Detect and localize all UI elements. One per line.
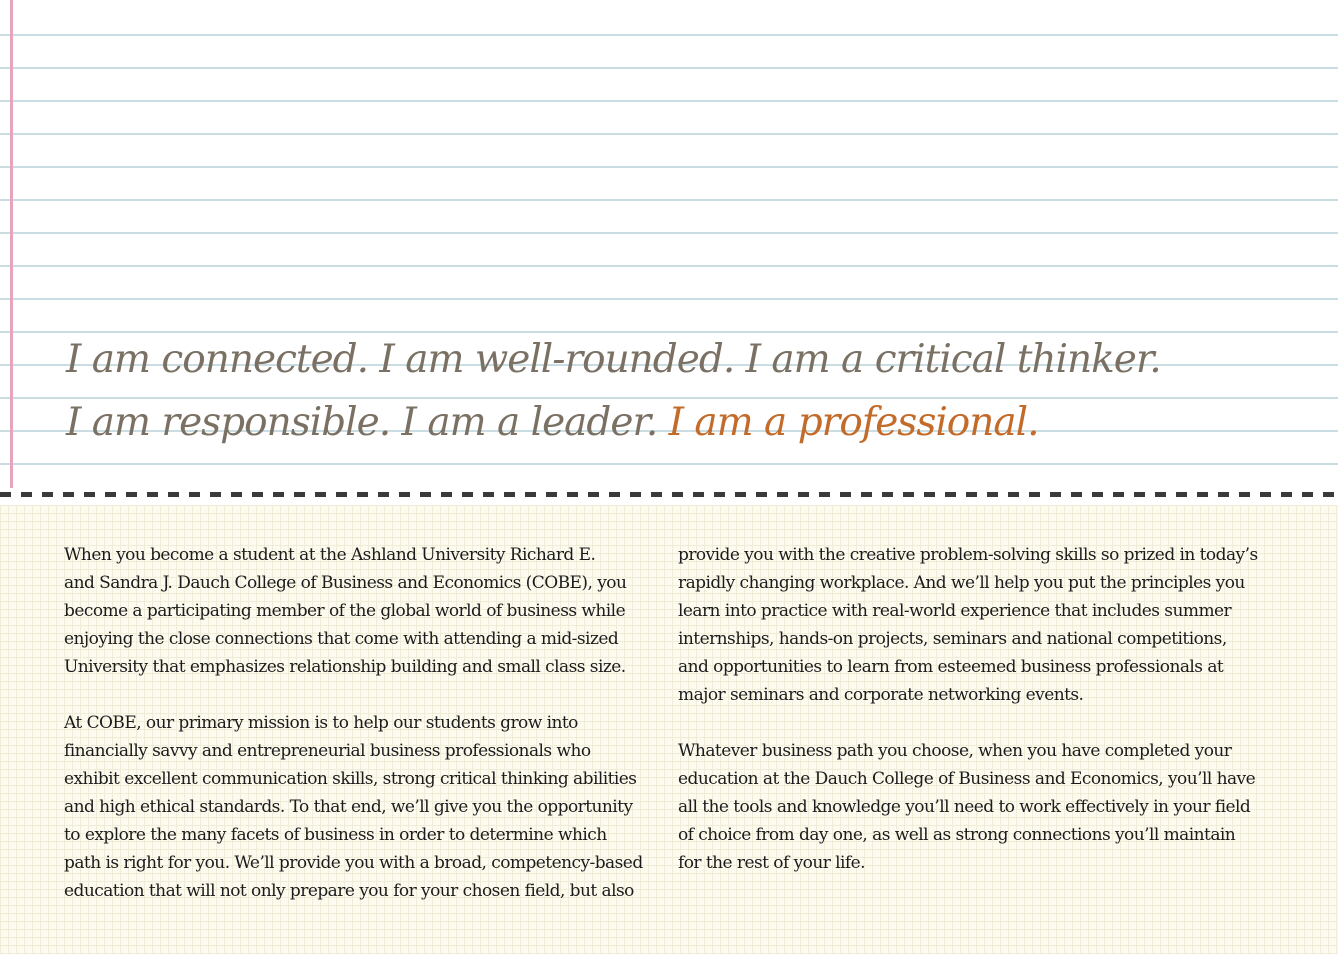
text-line: rapidly changing workplace. And we’ll help you put the principles you [678, 573, 1245, 593]
text-line: education at the Dauch College of Business and Economics, you’ll have [678, 769, 1256, 789]
text-line: and high ethical standards. To that end, we’ll give you the opportunity [64, 797, 633, 817]
text-line: for the rest of your life. [678, 853, 866, 873]
text-line: internships, hands-on projects, seminars and national competitions, [678, 629, 1227, 649]
body-column-right [678, 541, 1288, 905]
paragraph [64, 709, 664, 905]
text-line: to explore the many facets of business in order to determine which [64, 825, 607, 845]
notebook-margin-line [10, 0, 13, 488]
perforated-tear-line [0, 492, 1338, 497]
body-column-left [64, 541, 664, 933]
text-line: enjoying the close connections that come with attending a mid-sized [64, 629, 619, 649]
tagline-line-1: I am connected. I am well-rounded. I am a critical thinker. [66, 337, 1161, 382]
text-line: Whatever business path you choose, when you have completed your [678, 741, 1232, 761]
text-line: education that will not only prepare you for your chosen field, but also [64, 881, 634, 901]
tagline-highlight: I am a professional. [668, 400, 1039, 445]
paragraph [64, 541, 664, 681]
tagline-line-2 [66, 391, 1316, 454]
text-line: become a participating member of the global world of business while [64, 601, 626, 621]
text-line: path is right for you. We’ll provide you with a broad, competency-based [64, 853, 643, 873]
text-line: At COBE, our primary mission is to help our students grow into [64, 713, 578, 733]
text-line: learn into practice with real-world experience that includes summer [678, 601, 1232, 621]
paragraph [678, 541, 1288, 709]
text-line: When you become a student at the Ashland University Richard E. [64, 545, 596, 565]
tagline-line-2-start: I am responsible. I am a leader. [66, 400, 669, 445]
text-line: University that emphasizes relationship building and small class size. [64, 657, 626, 677]
text-line: all the tools and knowledge you’ll need to work effectively in your field [678, 797, 1251, 817]
text-line: provide you with the creative problem-solving skills so prized in today’s [678, 545, 1258, 565]
handwritten-tagline [66, 328, 1316, 454]
text-line: exhibit excellent communication skills, strong critical thinking abilities [64, 769, 637, 789]
text-line: and Sandra J. Dauch College of Business and Economics (COBE), you [64, 573, 627, 593]
text-line: and opportunities to learn from esteemed business professionals at [678, 657, 1224, 677]
paragraph [678, 737, 1288, 877]
text-line: major seminars and corporate networking events. [678, 685, 1084, 705]
text-line: of choice from day one, as well as strong connections you’ll maintain [678, 825, 1236, 845]
text-line: financially savvy and entrepreneurial business professionals who [64, 741, 591, 761]
